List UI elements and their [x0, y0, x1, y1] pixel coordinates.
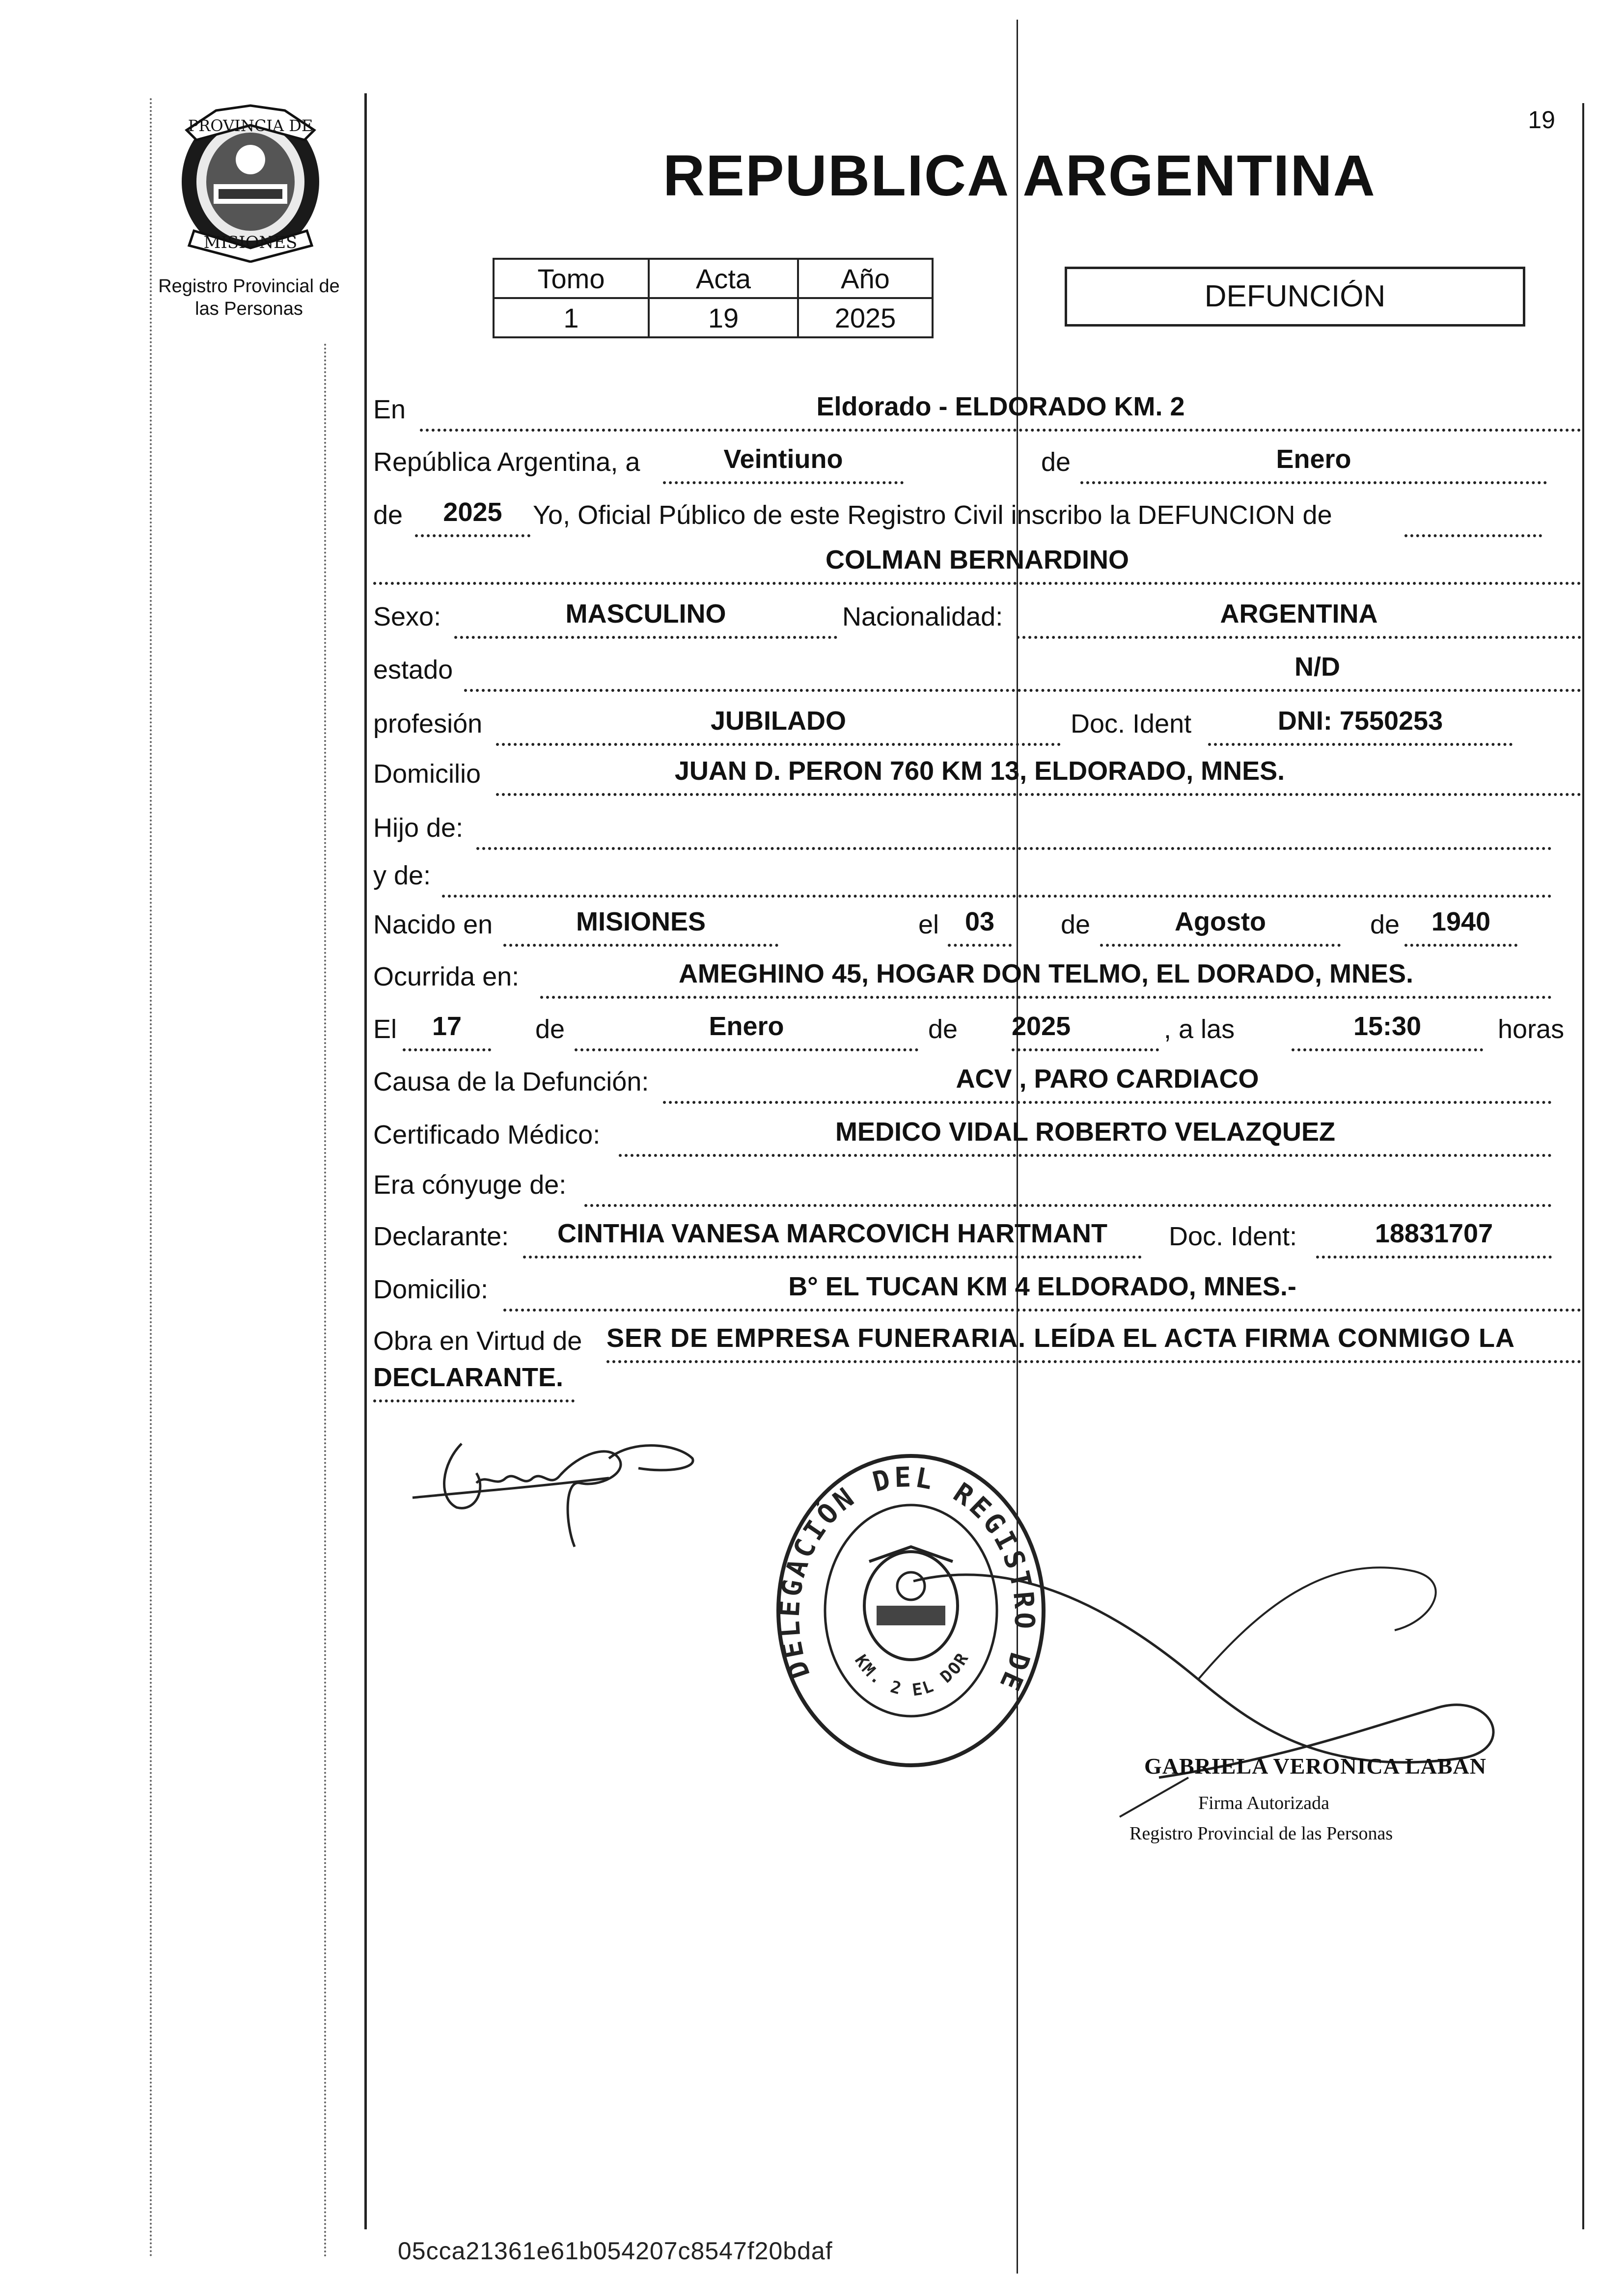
certificado-value: MEDICO VIDAL ROBERTO VELAZQUEZ: [835, 1117, 1336, 1147]
month-field: [1080, 444, 1547, 484]
el-label: el: [918, 910, 939, 939]
horas-label: horas: [1498, 1014, 1565, 1044]
row-domicilio-declarante: [373, 1274, 1581, 1314]
sexo-value: MASCULINO: [565, 599, 726, 629]
declarante-doc-value: 18831707: [1375, 1219, 1493, 1248]
domicilio-declarante-value: B° EL TUCAN KM 4 ELDORADO, MNES.-: [788, 1272, 1296, 1301]
year-value: 2025: [443, 497, 502, 527]
deceased-field: [373, 545, 1581, 585]
emblem-bottom-text: MISIONES: [203, 233, 298, 252]
domicilio-value: JUAN D. PERON 760 KM 13, ELDORADO, MNES.: [674, 756, 1285, 786]
page-number: 19: [1528, 106, 1555, 134]
trailing-field: [1404, 500, 1542, 537]
birth-day-field: [948, 909, 1012, 947]
doc-ident-label: Doc. Ident:: [1169, 1222, 1297, 1251]
de-label-1: de: [1041, 447, 1071, 477]
conyuge-label: Era cónyuge de:: [373, 1170, 567, 1200]
certificado-field: [619, 1117, 1552, 1157]
row-profesion: [373, 706, 1552, 748]
sexo-label: Sexo:: [373, 602, 441, 631]
row-y-de: [373, 860, 1552, 900]
declarante-label: Declarante:: [373, 1222, 509, 1251]
y-de-field: [442, 860, 1552, 898]
row-causa: [373, 1064, 1552, 1106]
domicilio-declarante-label: Domicilio:: [373, 1275, 489, 1304]
death-month-field: [575, 1014, 918, 1051]
republica-label: República Argentina, a: [373, 447, 640, 477]
a-las-label: , a las: [1164, 1014, 1235, 1044]
declarante-doc-field: [1316, 1221, 1552, 1259]
obra-field-2: [373, 1365, 575, 1402]
document-hash: 05cca21361e61b054207c8547f20bdaf: [398, 2237, 833, 2265]
ocurrida-label: Ocurrida en:: [373, 962, 520, 991]
nacionalidad-label: Nacionalidad:: [842, 602, 1003, 631]
agency-line-1: Registro Provincial de: [158, 276, 340, 297]
doc-label: Doc. Ident: [1071, 709, 1192, 739]
row-nacido: [373, 909, 1552, 949]
de-label-2: de: [373, 500, 403, 530]
left-margin-line: [364, 93, 367, 2229]
row-sexo: [373, 599, 1581, 641]
place-field: [420, 394, 1581, 432]
ocurrida-field: [540, 961, 1552, 999]
perforation-right: [324, 344, 326, 2259]
row-death-date: [373, 1014, 1571, 1053]
acta-header: Acta: [649, 259, 798, 298]
place-value: Eldorado - ELDORADO KM. 2: [816, 392, 1185, 421]
birth-month-field: [1100, 909, 1341, 947]
obra-text-2: DECLARANTE.: [373, 1363, 563, 1392]
row-date: [373, 444, 1552, 486]
doc-value: DNI: 7550253: [1277, 706, 1443, 736]
obra-label: Obra en Virtud de: [373, 1326, 582, 1356]
nacionalidad-field: [1017, 599, 1581, 639]
declarante-field: [523, 1221, 1142, 1259]
sexo-field: [454, 599, 837, 639]
agency-line-2: las Personas: [195, 299, 303, 319]
causa-field: [663, 1064, 1552, 1104]
y-de-label: y de:: [373, 861, 431, 890]
profesion-label: profesión: [373, 709, 483, 739]
birth-month-value: Agosto: [1175, 907, 1266, 936]
emblem-top-text: PROVINCIA DE: [188, 116, 313, 135]
death-month-value: Enero: [709, 1012, 784, 1041]
ano-value: 2025: [798, 298, 933, 337]
nacido-label: Nacido en: [373, 910, 493, 939]
de-label-3: de: [1061, 910, 1091, 939]
reference-table: [493, 258, 934, 338]
right-margin-line: [1582, 103, 1584, 2229]
row-estado: [373, 652, 1581, 694]
year-field: [415, 497, 530, 537]
yo-text: Yo, Oficial Público de este Registro Civil inscribo la DEFUNCION de: [533, 500, 1332, 530]
row-obra-2: [373, 1365, 579, 1404]
el-cap-label: El: [373, 1014, 397, 1044]
death-time-field: [1292, 1014, 1483, 1051]
row-place: [373, 394, 1581, 434]
de-label-4: de: [1370, 910, 1400, 939]
hijo-label: Hijo de:: [373, 813, 464, 843]
estado-value: N/D: [1294, 652, 1340, 682]
deceased-name-value: COLMAN BERNARDINO: [826, 545, 1129, 575]
hijo-field: [476, 813, 1552, 850]
death-year-value: 2025: [1012, 1012, 1071, 1041]
conyuge-field: [584, 1170, 1552, 1207]
perforation-left: [150, 98, 152, 2259]
row-hijo: [373, 813, 1552, 852]
de-label-6: de: [928, 1014, 958, 1044]
nacionalidad-value: ARGENTINA: [1220, 599, 1378, 629]
domicilio-field: [496, 756, 1581, 796]
row-domicilio: [373, 756, 1581, 798]
de-label-5: de: [535, 1014, 565, 1044]
tomo-header: Tomo: [494, 259, 649, 298]
nacido-en-field: [503, 909, 778, 947]
death-day-value: 17: [432, 1012, 462, 1041]
doc-field: [1208, 706, 1513, 746]
row-obra: [373, 1323, 1581, 1365]
month-value: Enero: [1276, 444, 1351, 474]
authorized-signature: [884, 1522, 1522, 1827]
certificado-label: Certificado Médico:: [373, 1120, 601, 1150]
birth-year-value: 1940: [1431, 907, 1491, 936]
seal-ring-text: DELEGACIÓN DEL REGISTRO DE: [773, 1461, 1041, 1698]
row-declarante: [373, 1221, 1552, 1260]
obra-field: [606, 1323, 1581, 1363]
birth-year-field: [1404, 909, 1517, 947]
profesion-field: [496, 706, 1061, 746]
causa-value: ACV , PARO CARDIACO: [956, 1064, 1259, 1094]
profesion-value: JUBILADO: [710, 706, 846, 736]
ocurrida-value: AMEGHINO 45, HOGAR DON TELMO, EL DORADO, MNES.: [678, 959, 1414, 988]
seal-bottom-text: KM. 2 EL DOR: [851, 1648, 974, 1700]
acta-value: 19: [649, 298, 798, 337]
province-emblem: [167, 101, 334, 263]
death-year-field: [1012, 1014, 1159, 1051]
row-deceased: [373, 545, 1581, 587]
estado-label: estado: [373, 655, 453, 685]
signatory-role: Firma Autorizada: [1198, 1793, 1329, 1813]
agency-name: [143, 275, 355, 320]
declarante-value: CINTHIA VANESA MARCOVICH HARTMANT: [557, 1219, 1107, 1248]
signatory-name: GABRIELA VERONICA LABAN: [1144, 1753, 1486, 1779]
en-label: En: [373, 395, 406, 424]
nacido-en-value: MISIONES: [576, 907, 706, 936]
obra-text-1: SER DE EMPRESA FUNERARIA. LEÍDA EL ACTA FIRMA CONMIGO LA: [606, 1323, 1515, 1353]
birth-day-value: 03: [964, 907, 995, 936]
day-field: [663, 444, 904, 484]
row-ocurrida: [373, 961, 1552, 1001]
domicilio-declarante-field: [503, 1274, 1581, 1312]
row-year: [373, 497, 1552, 539]
page-title: REPUBLICA ARGENTINA: [663, 143, 1376, 208]
row-conyuge: [373, 1170, 1552, 1209]
declarant-signature: [403, 1414, 717, 1562]
domicilio-label: Domicilio: [373, 759, 481, 789]
ano-header: Año: [798, 259, 933, 298]
causa-label: Causa de la Defunción:: [373, 1067, 649, 1096]
signatory-org: Registro Provincial de las Personas: [1129, 1823, 1393, 1844]
day-words-value: Veintiuno: [723, 444, 843, 474]
document-type-box: DEFUNCIÓN: [1065, 267, 1525, 327]
tomo-value: 1: [494, 298, 649, 337]
row-certificado: [373, 1117, 1552, 1159]
death-day-field: [403, 1014, 491, 1051]
death-time-value: 15:30: [1353, 1012, 1422, 1041]
estado-field: [464, 652, 1581, 692]
